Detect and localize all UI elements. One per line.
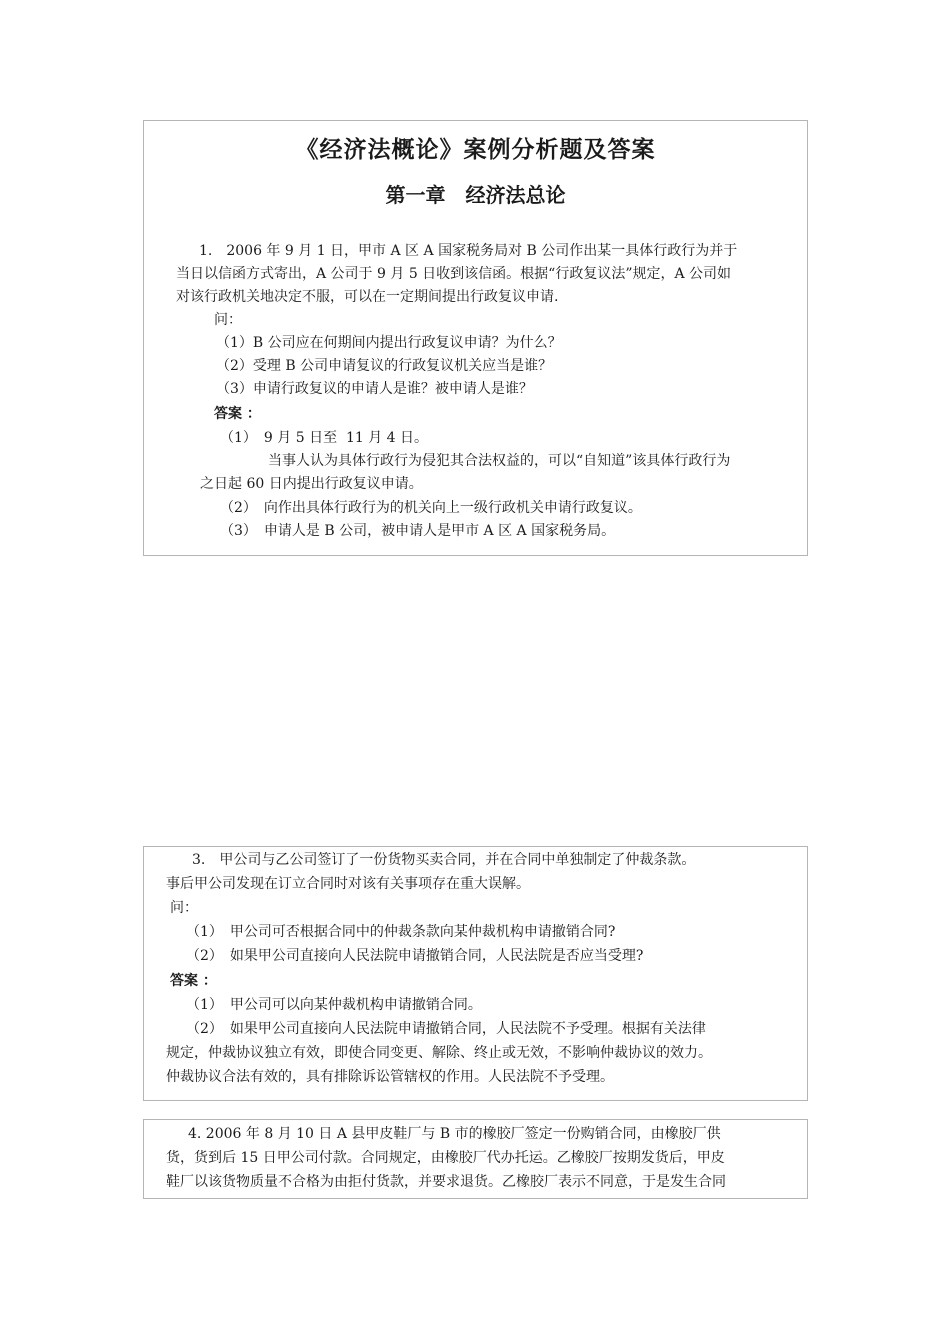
answer-label: 答案 ： — [214, 406, 261, 422]
case-4-line: 4. 2006 年 8 月 10 日 A 县甲皮鞋厂与 B 市的橡胶厂签定一份购销合同，由橡胶厂供 — [188, 1126, 721, 1142]
question-item: （1）B 公司应在何期间内提出行政复议申请？为什么？ — [216, 335, 562, 351]
case-1-line: 1. 2006 年 9 月 1 日，甲市 A 区 A 国家税务局对 B 公司作出某一具体行政行为并于 — [199, 243, 738, 259]
case-4-line: 货，货到后 15 日甲公司付款。合同规定，由橡胶厂代办托运。乙橡胶厂按期发货后，甲皮 — [166, 1150, 725, 1166]
question-label: 问： — [214, 312, 242, 328]
case-3-line: 事后甲公司发现在订立合同时对该有关事项存在重大误解。 — [166, 876, 530, 892]
case-1-line: 对该行政机关地决定不服，可以在一定期间提出行政复议申请. — [176, 289, 559, 305]
answer-item: （2） 向作出具体行政行为的机关向上一级行政机关申请行政复议。 — [220, 500, 642, 516]
answer-item: （2） 如果甲公司直接向人民法院申请撤销合同，人民法院不予受理。根据有关法律 — [186, 1021, 706, 1037]
question-item: （2） 如果甲公司直接向人民法院申请撤销合同，人民法院是否应当受理? — [186, 948, 644, 964]
answer-item: 仲裁协议合法有效的，具有排除诉讼管辖权的作用。人民法院不予受理。 — [166, 1069, 614, 1085]
question-item: （1） 甲公司可否根据合同中的仲裁条款向某仲裁机构申请撤销合同? — [186, 924, 616, 940]
case-1-line: 当日以信函方式寄出，A 公司于 9 月 5 日收到该信函。根据“行政复议法”规定，A 公司如 — [176, 266, 732, 282]
answer-item: 之日起 60 日内提出行政复议申请。 — [200, 476, 423, 492]
case-1-box — [143, 120, 808, 556]
question-item: （2）受理 B 公司申请复议的行政复议机关应当是谁？ — [216, 358, 553, 374]
answer-item: （1） 甲公司可以向某仲裁机构申请撤销合同。 — [186, 997, 482, 1013]
document-title: 《经济法概论》案例分析题及答案 — [295, 136, 656, 163]
question-item: （3）申请行政复议的申请人是谁？被申请人是谁？ — [216, 381, 533, 397]
chapter-heading: 第一章 经济法总论 — [385, 183, 566, 207]
case-3-line: 3. 甲公司与乙公司签订了一份货物买卖合同，并在合同中单独制定了仲裁条款。 — [192, 852, 696, 868]
case-3-box — [143, 846, 808, 1101]
case-4-line: 鞋厂以该货物质量不合格为由拒付货款，并要求退货。乙橡胶厂表示不同意，于是发生合同 — [166, 1174, 726, 1190]
answer-item: （3） 申请人是 B 公司，被申请人是甲市 A 区 A 国家税务局。 — [220, 523, 616, 539]
answer-item: 规定，仲裁协议独立有效，即使合同变更、解除、终止或无效，不影响仲裁协议的效力。 — [166, 1045, 712, 1061]
answer-item: （1） 9 月 5 日至 11 月 4 日。 — [220, 430, 429, 446]
answer-item: 当事人认为具体行政行为侵犯其合法权益的，可以“自知道”该具体行政行为 — [268, 453, 731, 469]
answer-label: 答案 ： — [170, 973, 217, 989]
question-label: 问： — [170, 900, 198, 916]
case-4-box — [143, 1119, 808, 1199]
